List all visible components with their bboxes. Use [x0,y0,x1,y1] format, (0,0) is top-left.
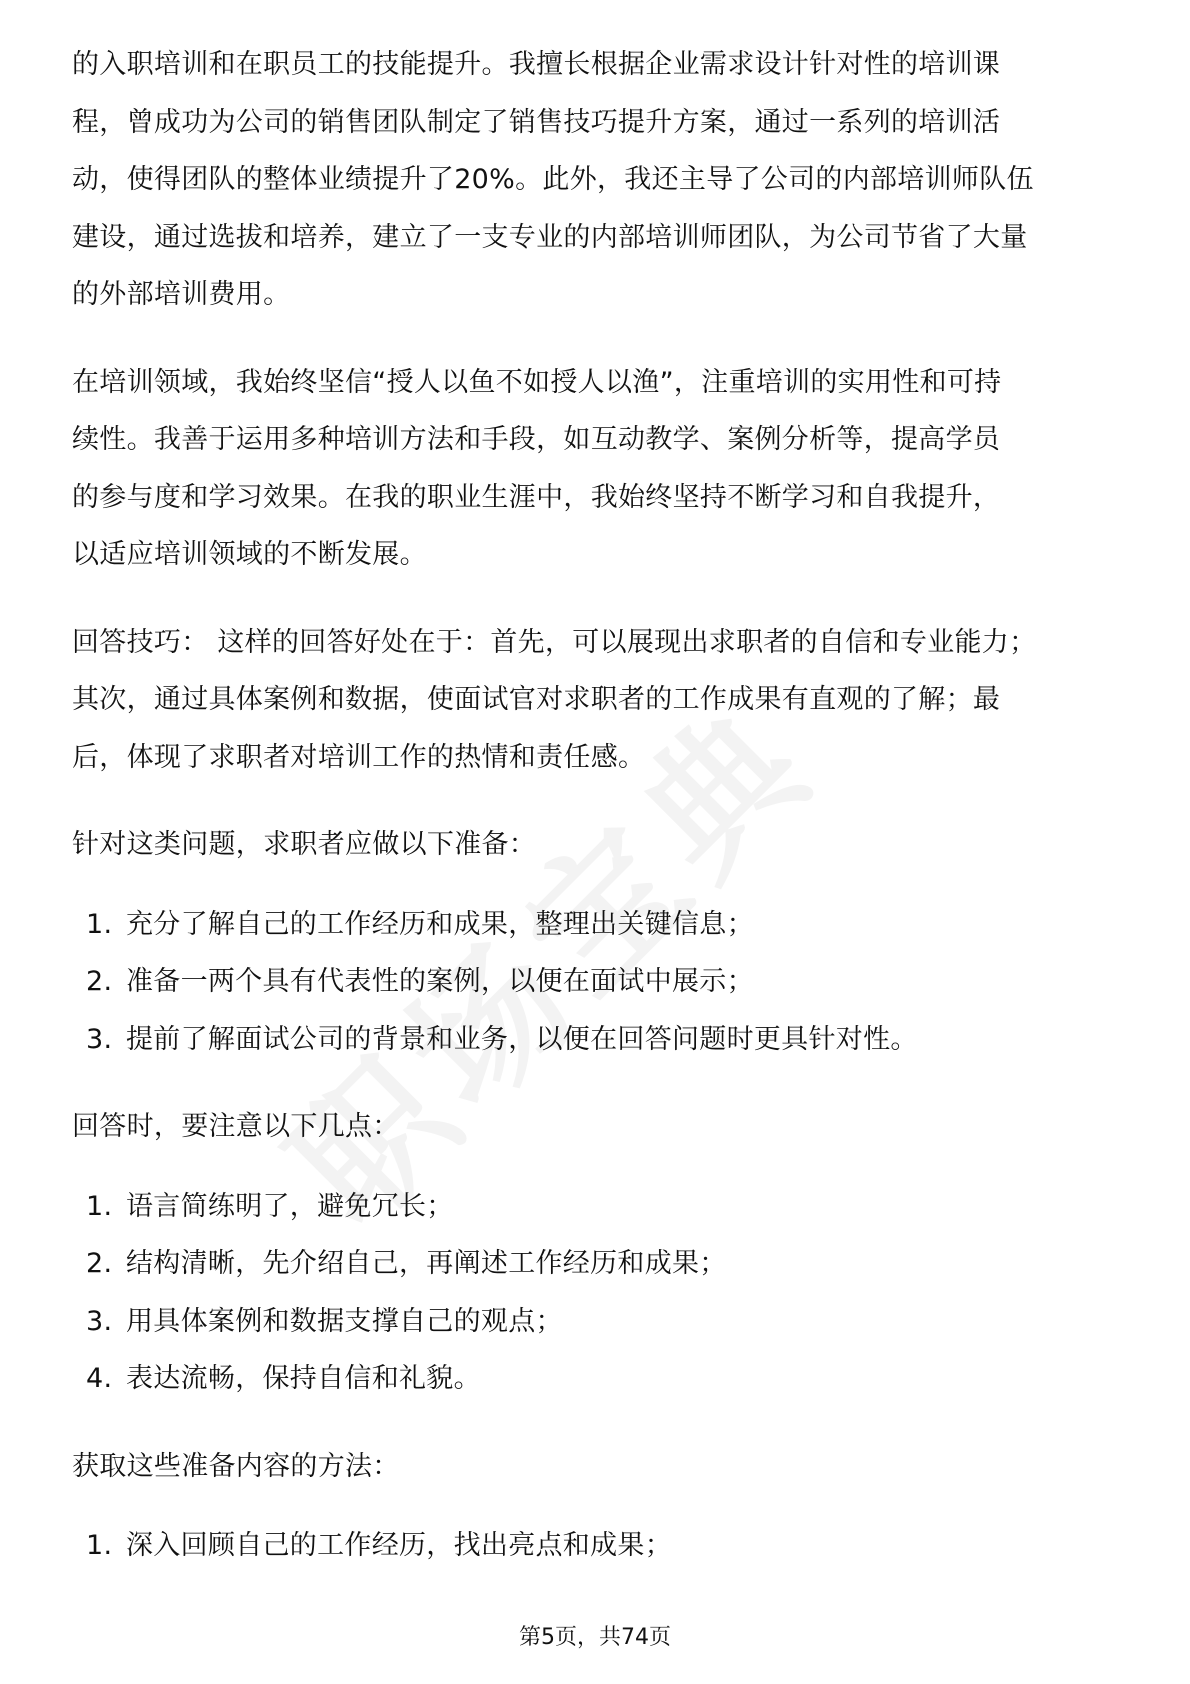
preparation-list [72,896,1122,1069]
paragraph-answer-tips: 回答技巧： 这样的回答好处在于：首先，可以展现出求职者的自信和专业能力；其次，通过具体案例和数据，使面试官对求职者的工作成果有直观的了解；最后，体现了求职者对培训工作的热情和责任感。 [72,626,1037,773]
methods-list [72,1517,1122,1575]
section-heading-preparation: 针对这类问题，求职者应做以下准备： [72,829,537,860]
list-item: 1. 语言简练明了，避免冗长； [86,1190,454,1222]
list-item: 1. 深入回顾自己的工作经历，找出亮点和成果； [86,1530,672,1561]
paragraph-philosophy: 在培训领域，我始终坚信“授人以鱼不如授人以渔”，注重培训的实用性和可持续性。我善于运用多种培训方法和手段，如互动教学、案例分析等，提高学员的参与度和学习效果。在我的职业生涯中，我始终坚持不断学习和自我提升，以适应培训领域的不断发展。 [72,366,1002,570]
list-item: 3. 用具体案例和数据支撑自己的观点； [86,1305,563,1337]
paragraph-experience: 的入职培训和在职员工的技能提升。我擅长根据企业需求设计针对性的培训课程，曾成功为公司的销售团队制定了销售技巧提升方案，通过一系列的培训活动，使得团队的整体业绩提升了20%。此外，我还主导了公司的内部培训师队伍建设，通过选拔和培养，建立了一支专业的内部培训师团队，为公司节省了大量的外部培训费用。 [72,49,1034,310]
section-heading-attention: 回答时，要注意以下几点： [72,1111,400,1142]
attention-list [72,1178,1122,1408]
list-item: 4. 表达流畅，保持自信和礼貌。 [86,1363,481,1394]
page-content [72,36,1122,1575]
section-heading-methods: 获取这些准备内容的方法： [72,1450,400,1482]
list-item: 1. 充分了解自己的工作经历和成果，整理出关键信息； [86,908,754,940]
list-item: 2. 准备一两个具有代表性的案例，以便在面试中展示； [86,966,754,997]
list-item: 2. 结构清晰，先介绍自己，再阐述工作经历和成果； [86,1248,727,1279]
page-footer: 第5页，共74页 [519,1625,671,1650]
list-item: 3. 提前了解面试公司的背景和业务，以便在回答问题时更具针对性。 [86,1023,918,1055]
